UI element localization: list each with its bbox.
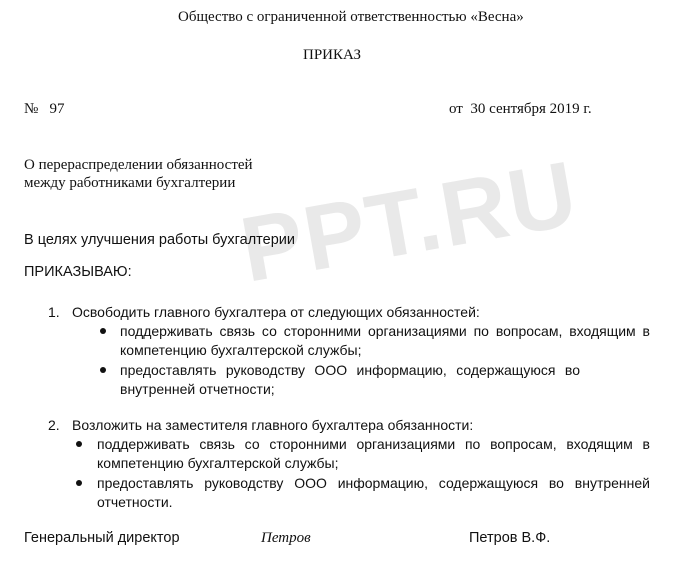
item-2-text: Возложить на заместителя главного бухгалтера обязанности: [72,417,474,433]
item-2-bullet-1: поддерживать связь со сторонними организациями по вопросам, входящим в компетенцию бухгалтерской службы; [97,436,650,471]
subject-line-1: О перераспределении обязанностей [24,157,253,173]
bullet-icon [76,441,82,447]
item-2-bullet-2: предоставлять руководству ООО информацию, содержащуюся во внутренней отчетности. [97,475,650,510]
signature-sign: Петров [261,530,311,546]
bullet-icon [100,367,106,373]
signature-position: Генеральный директор [24,530,180,546]
item-2-number: 2. [48,417,60,433]
organization-name: Общество с ограниченной ответственностью «Весна» [178,9,524,25]
purpose-text: В целях улучшения работы бухгалтерии [24,232,295,248]
signature-name: Петров В.Ф. [469,530,551,546]
order-word: ПРИКАЗЫВАЮ: [24,264,132,280]
item-1-bullet-1: поддерживать связь со сторонними организациями по вопросам, входящим в компетенцию бухгалтерской службы; [120,323,650,358]
item-1-number: 1. [48,304,60,320]
bullet-icon [100,328,106,334]
order-date: от 30 сентября 2019 г. [449,101,592,117]
bullet-icon [76,480,82,486]
item-1-bullet-2: предоставлять руководству ООО информацию, содержащуюся во внутренней отчетности; [120,362,580,397]
order-number: № 97 [24,101,65,117]
document-title: ПРИКАЗ [303,47,361,63]
item-1-text: Освободить главного бухгалтера от следующих обязанностей: [72,304,480,320]
subject-line-2: между работниками бухгалтерии [24,175,236,191]
watermark: PPT.RU [233,142,586,302]
